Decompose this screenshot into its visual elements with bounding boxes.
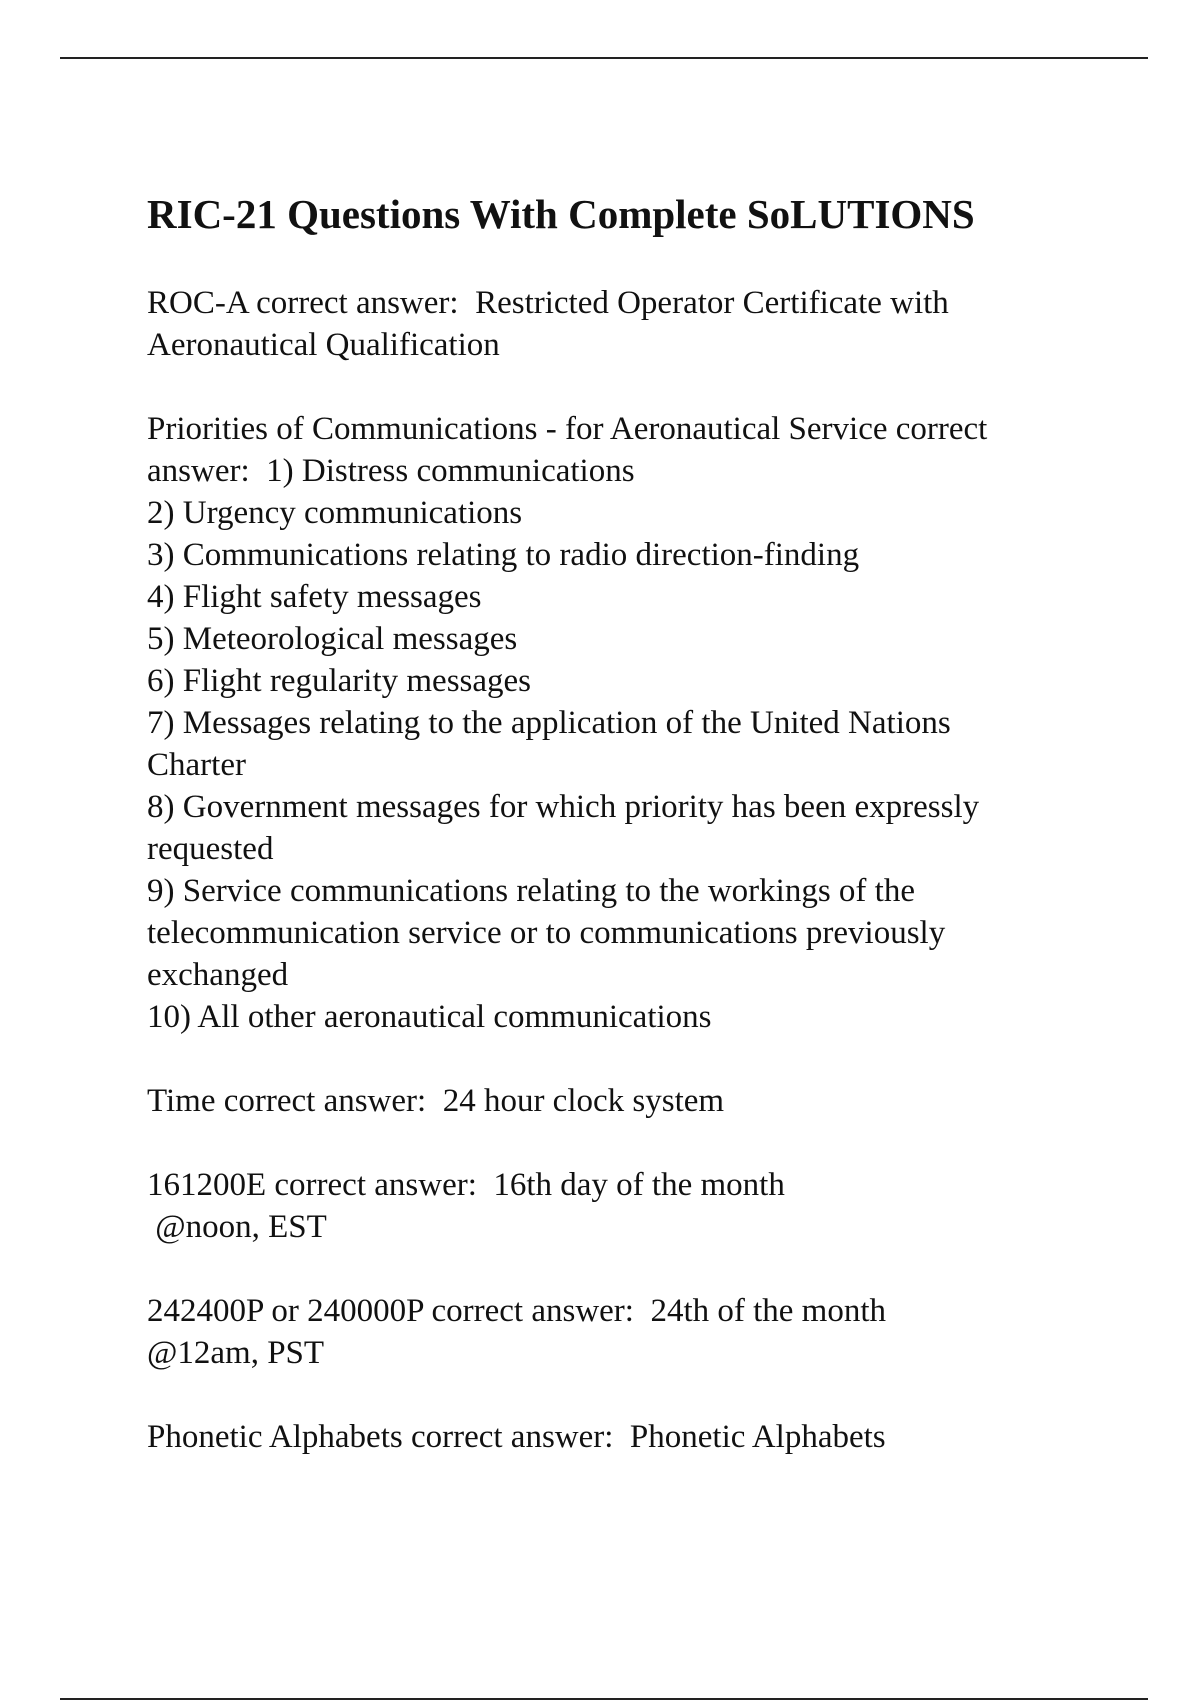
text-line: Aeronautical Qualification	[147, 327, 500, 363]
text-line: requested	[147, 831, 274, 867]
text-line: Time correct answer: 24 hour clock system	[147, 1083, 725, 1119]
text-line: @12am, PST	[147, 1335, 325, 1371]
text-line: 10) All other aeronautical communications	[147, 999, 712, 1035]
text-line: @noon, EST	[147, 1209, 327, 1245]
document-body	[147, 282, 987, 1458]
text-line: exchanged	[147, 957, 289, 993]
text-line: Priorities of Communications - for Aeronautical Service correct	[147, 411, 988, 447]
text-line: 2) Urgency communications	[147, 495, 523, 531]
blank-line	[147, 1248, 987, 1290]
text-line: Phonetic Alphabets correct answer: Phonetic Alphabets	[147, 1419, 886, 1455]
text-line: 5) Meteorological messages	[147, 621, 518, 657]
blank-line	[147, 1374, 987, 1416]
text-line: 8) Government messages for which priority has been expressly	[147, 789, 980, 825]
text-line: ROC-A correct answer: Restricted Operator Certificate with	[147, 285, 949, 321]
text-line: 161200E correct answer: 16th day of the month	[147, 1167, 785, 1203]
text-line: telecommunication service or to communications previously	[147, 915, 946, 951]
text-line: 3) Communications relating to radio direction-finding	[147, 537, 860, 573]
header-rule	[60, 57, 1148, 59]
text-line: 4) Flight safety messages	[147, 579, 482, 615]
text-line: 9) Service communications relating to the workings of the	[147, 873, 915, 909]
text-line: 6) Flight regularity messages	[147, 663, 532, 699]
blank-line	[147, 366, 987, 408]
blank-line	[147, 1038, 987, 1080]
document-title: RIC-21 Questions With Complete SoLUTIONS	[147, 191, 975, 237]
text-line: answer: 1) Distress communications	[147, 453, 635, 489]
text-line: 242400P or 240000P correct answer: 24th of the month	[147, 1293, 887, 1329]
text-line: Charter	[147, 747, 246, 783]
text-line: 7) Messages relating to the application of the United Nations	[147, 705, 951, 741]
blank-line	[147, 1122, 987, 1164]
